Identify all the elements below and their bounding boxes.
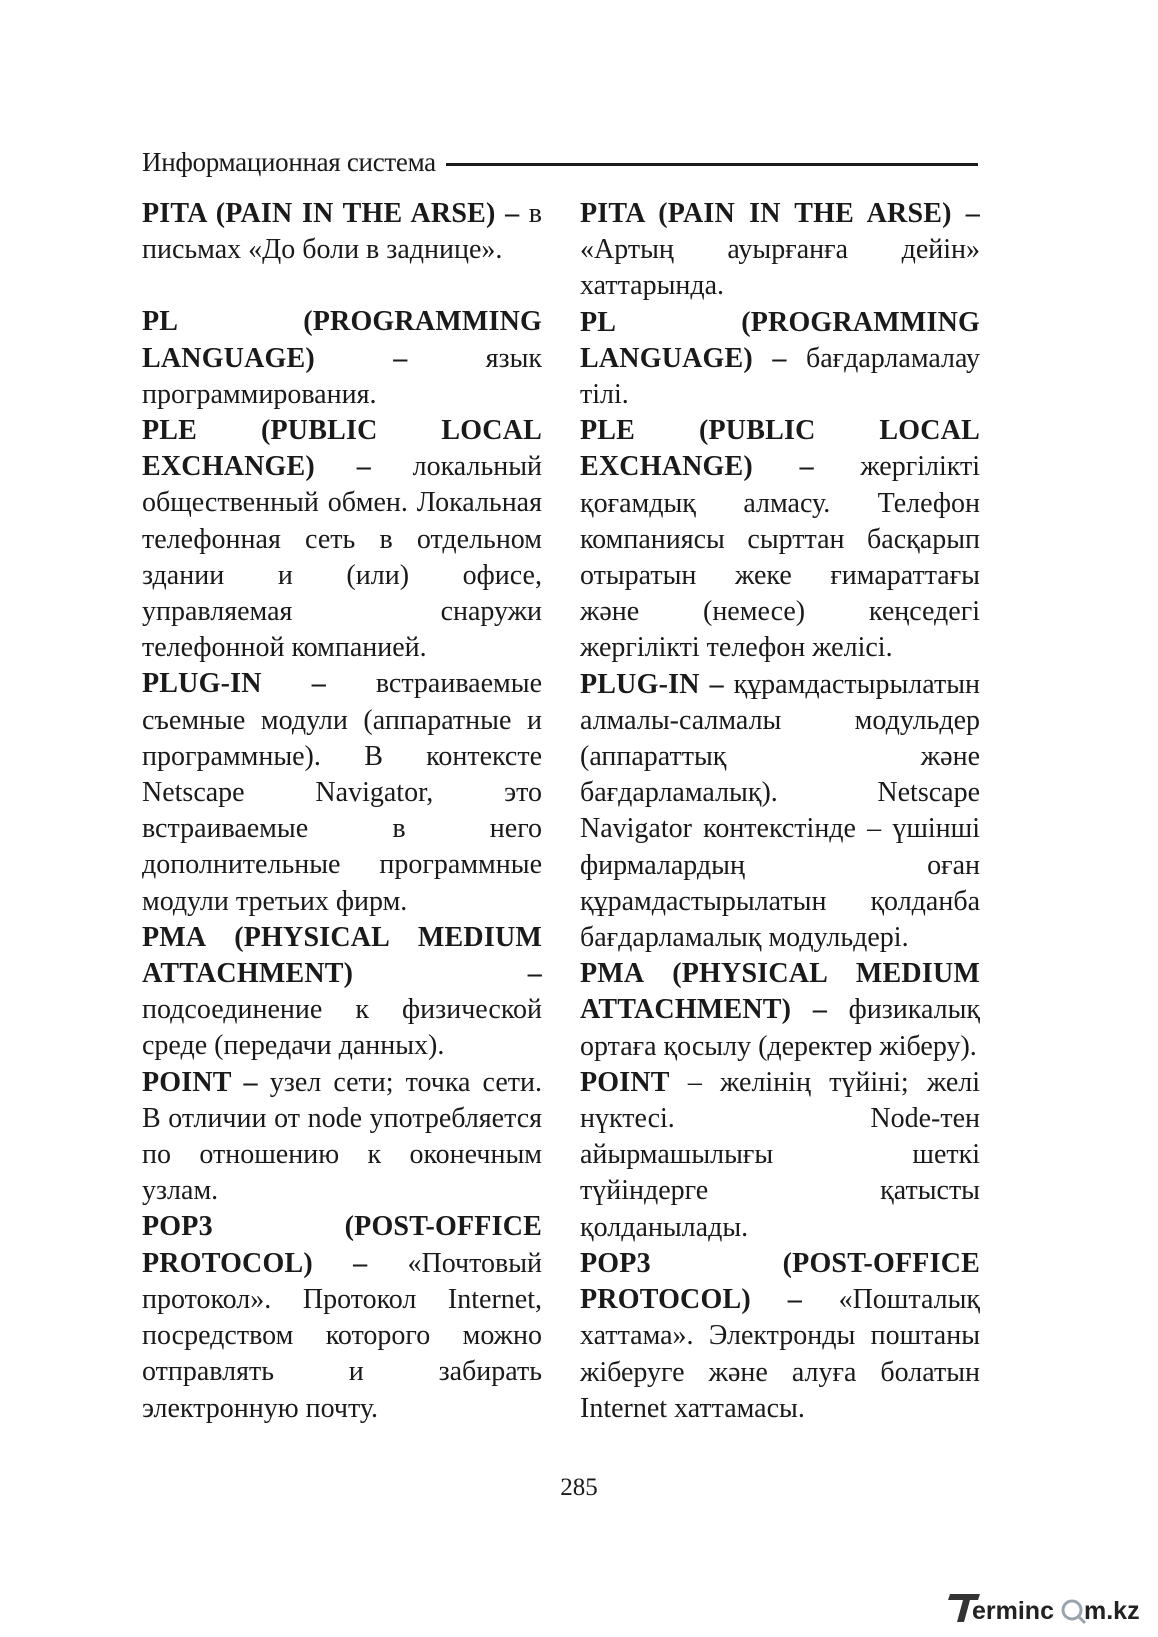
kazakh-column — [580, 196, 980, 1427]
glossary-entry — [142, 413, 542, 666]
header-rule — [446, 163, 978, 166]
glossary-entry — [142, 920, 542, 1065]
glossary-entry — [580, 956, 980, 1065]
glossary-entry — [142, 196, 542, 268]
svg-text:erminc: erminc — [972, 1597, 1054, 1625]
entry-definition: «Пошталық хаттама». Электронды поштаны жіберуге және алуға болатын Internet хаттамасы. — [580, 1284, 980, 1424]
entry-term: PL (PROGRAMMING LANGUAGE) – — [142, 306, 542, 374]
entry-term: PLE (PUBLIC LOCAL EXCHANGE) – — [142, 415, 542, 483]
glossary-entry — [580, 1246, 980, 1427]
entry-definition: бағдарламалау тілі. — [580, 342, 980, 411]
entry-definition: узел сети; точка сети. В отличии от node употребляется по отношению к оконечным узлам. — [142, 1066, 542, 1207]
entry-term: PLE (PUBLIC LOCAL EXCHANGE) – — [580, 415, 980, 483]
entry-definition: язык программирования. — [142, 342, 542, 410]
entry-definition: жергілікті қоғамдық алмасу. Телефон компаниясы сырттан басқарып отыратын жеке ғимараттағы және (немесе) кеңседегі жергілікті телефон желісі. — [580, 451, 980, 664]
entry-term: POINT – — [142, 1066, 258, 1098]
entry-term: POP3 (POST-OFFICE PROTOCOL) – — [142, 1211, 542, 1279]
entry-definition: «Почтовый протокол». Протокол Internet, посредством которого можно отправлять и забирать электронную почту. — [142, 1247, 542, 1424]
entry-term: PL (PROGRAMMING LANGUAGE) – — [580, 306, 980, 374]
glossary-entry — [142, 1209, 542, 1426]
entry-term: PMA (PHYSICAL MEDIUM ATTACHMENT) – — [142, 921, 542, 990]
glossary-entry — [142, 666, 542, 919]
entry-definition: физикалық ортаға қосылу (деректер жіберу). — [580, 994, 980, 1062]
page-number: 285 — [560, 1474, 598, 1501]
glossary-entry — [580, 413, 980, 666]
entry-term: PLUG-IN – — [580, 668, 724, 700]
glossary-entry — [580, 1065, 980, 1246]
glossary-entry — [580, 305, 980, 414]
entry-definition: в письмах «До боли в заднице». — [142, 198, 542, 266]
entry-definition: подсоединение к физической среде (передачи данных). — [142, 994, 542, 1062]
entry-term: PMA (PHYSICAL MEDIUM ATTACHMENT) – — [580, 958, 980, 1026]
running-header — [142, 146, 978, 178]
entry-term: POINT — [580, 1066, 670, 1098]
entry-term: PLUG-IN – — [142, 668, 326, 700]
russian-column — [142, 196, 542, 1427]
svg-text:m.kz: m.kz — [1084, 1597, 1140, 1625]
glossary-entry — [580, 667, 980, 957]
entry-definition: құрамдастырылатын алмалы-салмалы модульдер (аппараттық және бағдарламалық). Netscape Navigator контекстінде – үшінші фирмалардың оған құрамдастырылатын қолданба бағдарламалық модульдері. — [580, 668, 980, 954]
glossary-entry — [580, 196, 980, 305]
termincom-logo-icon — [948, 1588, 1144, 1628]
entry-term: POP3 (POST-OFFICE PROTOCOL) – — [580, 1247, 980, 1316]
entry-term: PITA (PAIN IN THE ARSE) – — [142, 198, 520, 229]
entry-definition: локальный общественный обмен. Локальная телефонная сеть в отдельном здании и (или) офисе, управляемая снаружи телефонной компанией. — [142, 451, 542, 664]
section-title: Информационная система — [142, 146, 436, 177]
entry-definition: – желінің түйіні; желі нүктесі. Node-тен айырмашылығы шеткі түйіндерге қатысты қолданылады. — [580, 1066, 980, 1243]
glossary-entry — [142, 1065, 542, 1210]
glossary-entry — [142, 304, 542, 413]
entry-definition: «Артың ауырғанға дейін» хаттарында. — [580, 234, 980, 302]
entry-definition: встраиваемые съемные модули (аппаратные и программные). В контексте Netscape Navigator, это встраиваемые в него дополнительные программные модули третьих фирм. — [142, 668, 542, 917]
entry-term: PITA (PAIN IN THE ARSE) – — [580, 198, 980, 229]
termincom-watermark[interactable] — [948, 1588, 1148, 1628]
